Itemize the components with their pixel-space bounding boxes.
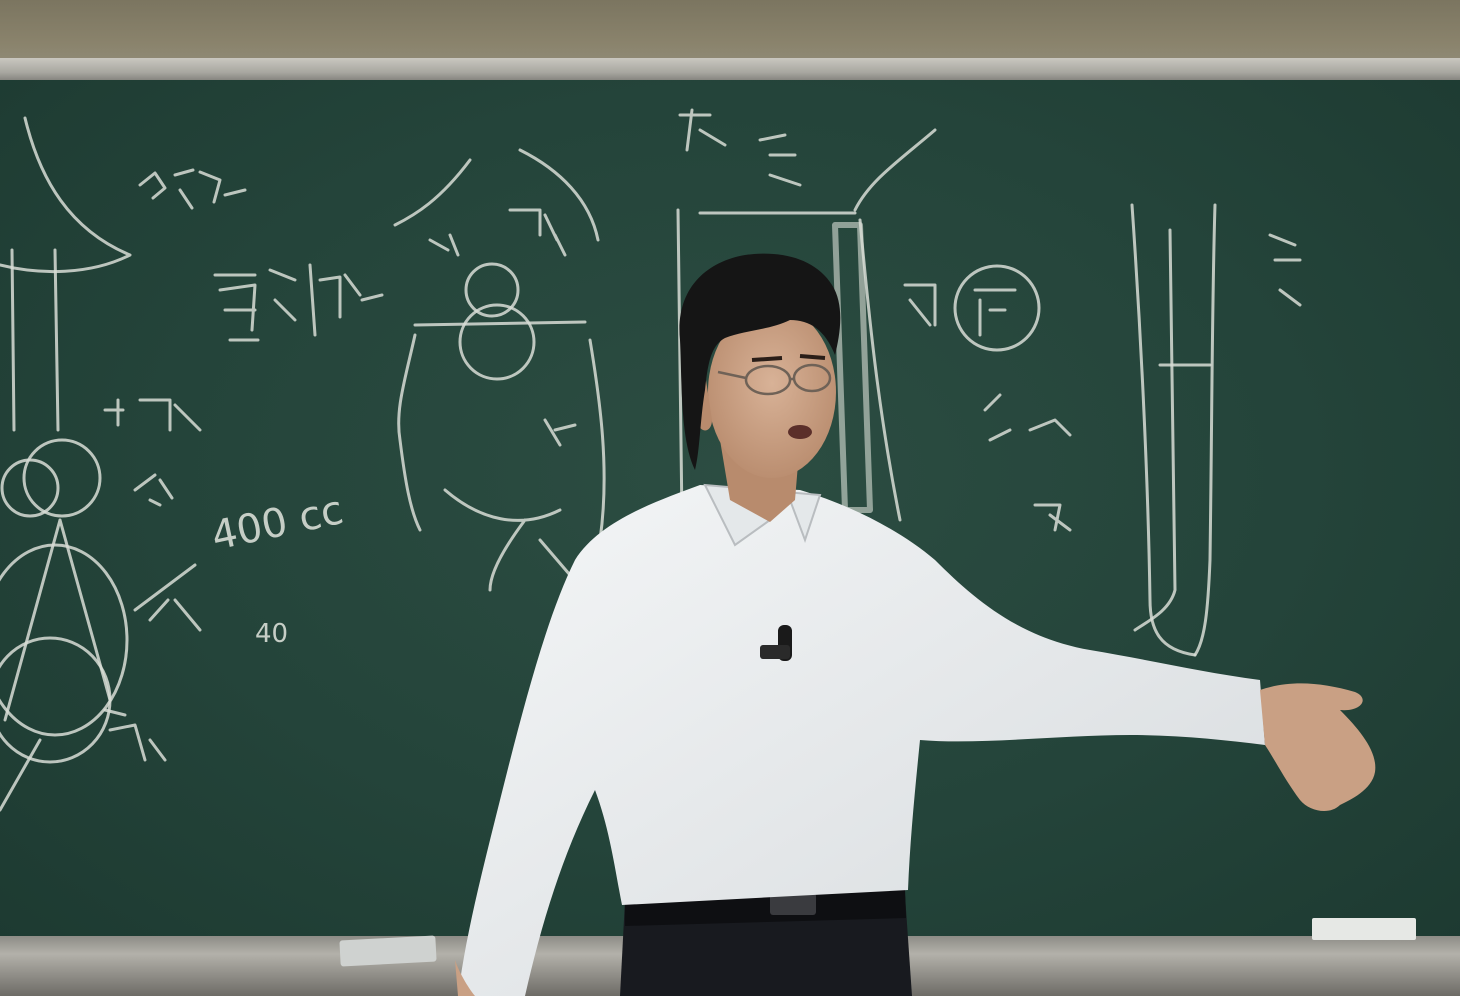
chalk-number-label: 40 (255, 619, 289, 649)
mouth (788, 425, 812, 439)
chalk-volume-label: 400 cc (207, 487, 348, 560)
hand (1260, 683, 1375, 811)
